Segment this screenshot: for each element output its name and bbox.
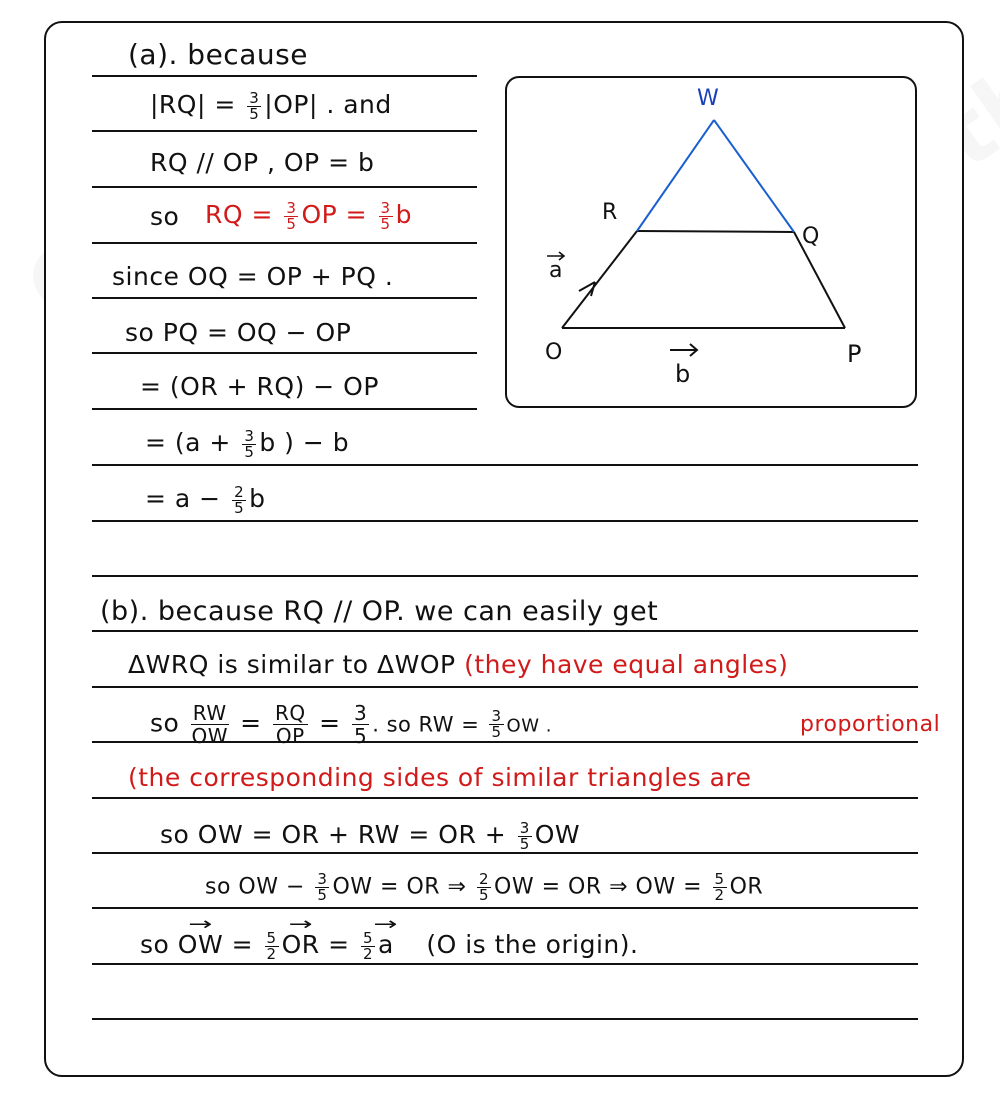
label-r: R (602, 200, 618, 225)
text: = (319, 930, 358, 959)
text: b ) − b (259, 428, 350, 457)
fraction: $\frac{5}{2}$ (714, 870, 725, 904)
ruled-line (92, 242, 477, 244)
text: OP = (301, 200, 376, 229)
text: = (223, 930, 262, 959)
part-b-line-1: (b). because RQ // OP. we can easily get (100, 596, 659, 627)
ruled-line (92, 75, 477, 77)
label-vector-b: b (675, 360, 691, 388)
ruled-line (92, 907, 918, 909)
text: |OP| . and (264, 90, 392, 119)
text: ΔWRQ is similar to ΔWOP (128, 650, 456, 679)
ruled-line (92, 408, 477, 410)
vector-ow: → OW (178, 930, 223, 959)
text: . so RW = (372, 712, 487, 737)
text: so OW = OR + RW = OR + (160, 820, 515, 849)
ruled-line (92, 464, 918, 466)
part-a-heading: (a). because (128, 38, 308, 71)
fraction: $\frac{3}{5}$ (519, 818, 530, 853)
text: b (395, 200, 412, 229)
note-origin: (O is the origin). (426, 930, 639, 959)
fraction: $\frac{2}{5}$ (234, 482, 245, 517)
text: OW . (506, 715, 552, 737)
ruled-line (92, 797, 918, 799)
fraction: $\frac{3}{5}$ (286, 198, 297, 233)
label-q: Q (802, 224, 820, 249)
part-b-red-proportional: proportional (800, 712, 941, 737)
part-a-line-6: = (OR + RQ) − OP (140, 372, 379, 401)
text: RQ = (205, 200, 282, 229)
part-a-line-4: since OQ = OP + PQ . (112, 262, 394, 291)
fraction: $\frac{3}{5}$ (244, 426, 255, 461)
part-a-line-1 (150, 90, 392, 122)
part-b-line-4: (the corresponding sides of similar triangles are (128, 763, 752, 792)
label-vector-a: a (549, 258, 563, 283)
fraction: $\frac{2}{5}$ (478, 870, 490, 904)
label-w: W (697, 86, 720, 111)
text: |RQ| = (150, 90, 245, 119)
text: OR (729, 874, 764, 900)
fraction: $\frac{3}{5}$ (353, 701, 368, 748)
part-a-line-5: so PQ = OQ − OP (125, 318, 352, 347)
text: b (249, 484, 266, 513)
fraction: $\frac{5}{2}$ (266, 928, 277, 963)
ruled-line (92, 575, 918, 577)
ruled-line (92, 352, 477, 354)
part-b-line-5 (160, 820, 580, 852)
vector-or: → OR (282, 930, 320, 959)
text: OW (534, 820, 581, 849)
fraction: $\frac{3}{5}$ (317, 870, 328, 904)
ruled-line (92, 130, 477, 132)
fraction: $\frac{RQ}{OP}$ (275, 701, 306, 748)
ruled-line (92, 686, 918, 688)
text: = a − (145, 484, 230, 513)
ruled-line (92, 297, 477, 299)
part-b-line-6 (205, 872, 763, 903)
part-a-line-3-so: so (150, 202, 180, 231)
part-b-line-3: so $\frac{RW}{OW}$ = $\frac{RQ}{OP}$ = $\frac{3}{5}$ . so RW = $\frac{3}{5}$ OW . (150, 701, 552, 748)
part-a-line-3-red (205, 200, 412, 232)
ruled-line (92, 186, 477, 188)
triangle-diagram (505, 76, 917, 408)
red-note: (they have equal angles) (464, 650, 789, 679)
fraction: $\frac{3}{5}$ (380, 198, 391, 233)
fraction: $\frac{3}{5}$ (491, 707, 502, 741)
ruled-line (92, 1018, 918, 1020)
part-a-line-2: RQ // OP , OP = b (150, 148, 375, 177)
vector-a: → a (378, 930, 394, 959)
ruled-line (92, 520, 918, 522)
fraction: $\frac{5}{2}$ (362, 928, 374, 963)
label-p: P (847, 340, 862, 368)
part-b-line-7 (140, 930, 638, 962)
text: so (140, 930, 178, 959)
part-a-line-7 (145, 428, 349, 460)
fraction: $\frac{3}{5}$ (249, 88, 260, 123)
text: so OW − (205, 874, 313, 900)
label-o: O (545, 340, 563, 365)
ruled-line (92, 852, 918, 854)
text: so (150, 708, 180, 738)
text: = (a + (145, 428, 240, 457)
ruled-line (92, 963, 918, 965)
text: OW = OR ⇒ (332, 874, 474, 900)
text: OW = OR ⇒ OW = (494, 874, 710, 900)
part-a-line-8 (145, 484, 265, 516)
fraction: $\frac{RW}{OW}$ (191, 701, 228, 748)
ruled-line (92, 630, 918, 632)
part-b-line-2 (128, 650, 788, 679)
